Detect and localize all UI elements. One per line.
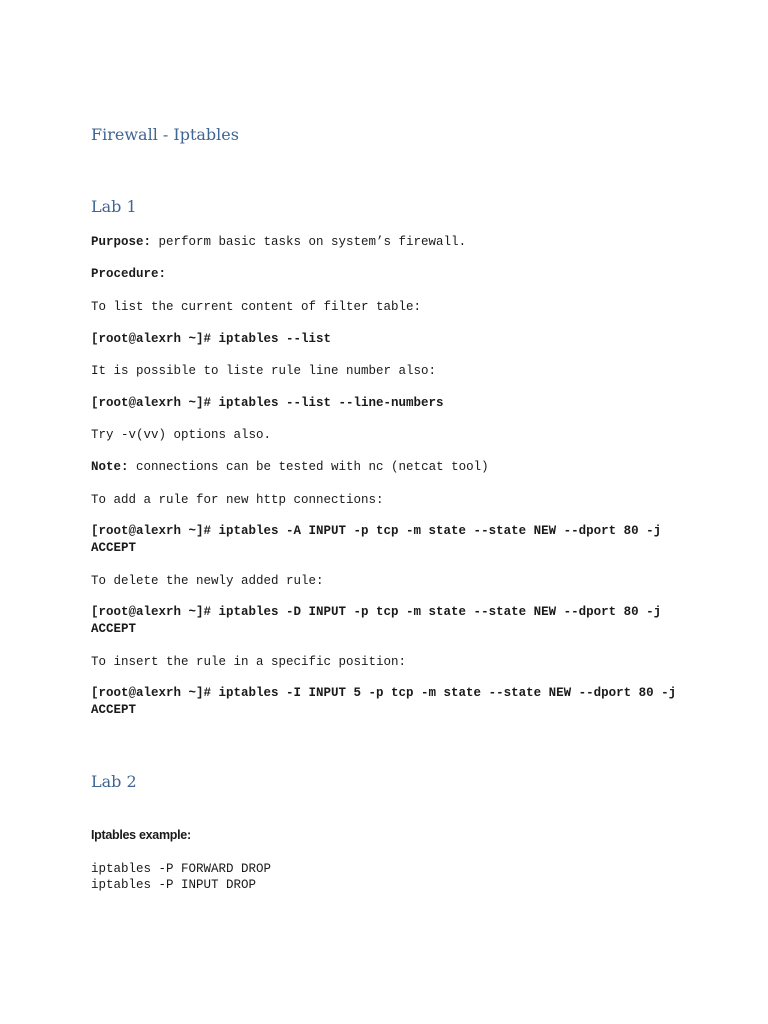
code-block	[91, 861, 271, 893]
step2-text: It is possible to liste rule line number also:	[91, 364, 437, 378]
document-title: Firewall - Iptables	[91, 125, 239, 144]
step4-command: [root@alexrh ~]# iptables -A INPUT -p tcp -m state --state NEW --dport 80 -j ACCEPT	[91, 524, 669, 555]
step6-text: To insert the rule in a specific position:	[91, 655, 407, 669]
note-paragraph	[91, 459, 489, 476]
note-label: Note:	[91, 460, 129, 474]
step4-text: To add a rule for new http connections:	[91, 493, 384, 507]
step2-command: [root@alexrh ~]# iptables --list --line-numbers	[91, 396, 444, 410]
lab1-heading: Lab 1	[91, 197, 137, 216]
step5-text: To delete the newly added rule:	[91, 574, 324, 588]
code-line: iptables -P INPUT DROP	[91, 878, 257, 892]
step1-command: [root@alexrh ~]# iptables --list	[91, 332, 332, 346]
note-text: connections can be tested with nc (netcat tool)	[128, 460, 489, 474]
purpose-label: Purpose:	[91, 235, 152, 249]
code-line: iptables -P FORWARD DROP	[91, 862, 272, 876]
step3-text: Try -v(vv) options also.	[91, 428, 272, 442]
lab2-heading: Lab 2	[91, 772, 137, 791]
example-label: Iptables example:	[91, 828, 191, 842]
step6-command: [root@alexrh ~]# iptables -I INPUT 5 -p tcp -m state --state NEW --dport 80 -j ACCEPT	[91, 686, 684, 717]
procedure-label: Procedure:	[91, 267, 167, 281]
purpose-text: perform basic tasks on system’s firewall.	[151, 235, 467, 249]
step5-command: [root@alexrh ~]# iptables -D INPUT -p tcp -m state --state NEW --dport 80 -j ACCEPT	[91, 605, 669, 636]
purpose-paragraph	[91, 234, 466, 251]
step1-text: To list the current content of filter table:	[91, 300, 422, 314]
